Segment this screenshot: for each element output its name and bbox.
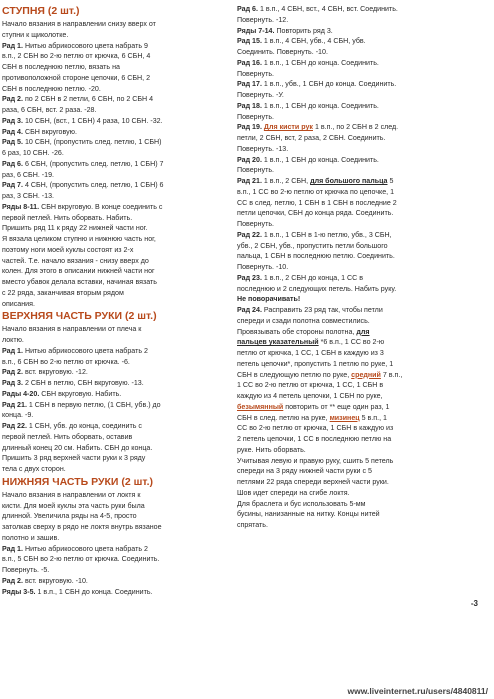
text-line: спрятать. — [237, 521, 268, 529]
text-line: 2 петель цепочки, 1 СС в последнюю петлю на — [237, 435, 392, 443]
text-line: Провязывать обе стороны полотна, для — [237, 327, 370, 336]
text-line: Повернуть. -10. — [237, 263, 289, 271]
text-line: Повернуть. — [237, 69, 275, 78]
hand-highlight: Для кисти рук — [263, 123, 313, 132]
text-line: каждую из 4 петель цепочки, 1 СБН по руке, — [237, 392, 383, 400]
text-line: Рад 5. 10 СБН, (пропустить след. петлю, 1 СБН) — [2, 138, 162, 147]
text-line: Ряды 7-14. Повторить ряд 3. — [237, 26, 333, 35]
text-line: длинный конец 20 см. Набить. СБН до конца. — [2, 443, 153, 452]
text-line: в.п., 6 СБН во 2-ю петлю от крючка. -6. — [2, 357, 130, 366]
text-line: Повернуть. -12. — [237, 15, 289, 24]
text-line: Соединить. Повернуть. -10. — [237, 48, 328, 56]
text-line: петлями 22 ряда спереди верхней части руки. — [237, 478, 389, 486]
text-line: Рад 1. Нитью абрикосового цвета набрать 2 — [2, 544, 148, 553]
text-line: Я вязала целиком ступню и нижнюю часть ног, — [2, 235, 156, 243]
text-line: Рад 4. СБН вкруговую. — [2, 127, 77, 136]
text-line: убв., 2 СБН, убв., пропустить петли большого — [237, 241, 388, 250]
text-line: первой петлей. Нить оборвать, оставив — [2, 432, 133, 441]
text-line: 6 раз, 10 СБН. -26. — [2, 149, 64, 157]
text-line: затолкав сверху в рядо не локтя внутрь вязаное — [2, 523, 162, 531]
text-line: конца. -9. — [2, 411, 34, 420]
heading-lower-arm: НИЖНЯЯ ЧАСТЬ РУКИ (2 шт.) — [2, 475, 154, 488]
text-line: Повернуть. — [237, 166, 275, 175]
text-line: Рад 24. Расправить 23 ряд так, чтобы петли — [237, 306, 383, 314]
middle-finger-highlight: средний — [351, 370, 381, 379]
text-line: раза, 6 СБН, вст. 2 раза. -28. — [2, 106, 97, 114]
text-line: Ряды 3-5. 1 в.п., 1 СБН до конца. Соединить. — [2, 587, 153, 596]
text-line: Повернуть. — [237, 220, 275, 228]
text-line: Рад 6. 1 в.п., 4 СБН, вст., 4 СБН, вст. Соединить. — [237, 5, 398, 13]
text-line: раз, 3 СБН. -13. — [2, 192, 54, 200]
text-line: Рад 1. Нитью абрикосового цвета набрать 2 — [2, 346, 148, 355]
text-line: Рад 6. 6 СБН, (пропустить след. петлю, 1 СБН) 7 — [2, 159, 164, 168]
text-line: колен. Для этого в описании нижней части ног — [2, 267, 155, 276]
text-line: Рад 16. 1 в.п., 1 СБН до конца. Соединить. — [237, 58, 379, 67]
text-line: петлю от крючка, 1 СС, 1 СБН в каждую из 3 — [237, 349, 384, 357]
text-line: длинной. Увеличила ряды на 4-5, просто — [2, 512, 137, 521]
text-line: СБН в последнюю петлю, вязать на — [2, 63, 120, 71]
text-line: Рад 2. вст. вкруговую. -10. — [2, 576, 88, 585]
text-line: первой петлей. Нить оборвать. Набить. — [2, 213, 133, 222]
text-line: Рад 19. Для кисти рук 1 в.п., по 2 СБН в 2 след. — [237, 123, 399, 132]
page-number: -3 — [470, 599, 478, 608]
text-line: Начало вязания в направлении снизу вверх от — [2, 20, 156, 28]
text-line: пальцев указательный *6 в.п., 1 СС во 2-ю — [237, 338, 385, 347]
text-line: Шов идет спереди на сгибе локтя. — [237, 488, 350, 497]
text-line: Рад 7. 4 СБН, (пропустить след. петлю, 1 СБН) 6 — [2, 181, 164, 190]
heading-foot: СТУПНЯ (2 шт.) — [2, 5, 80, 17]
text-line: петель цепочки*, пропустить 1 петлю по руке, 1 — [237, 359, 394, 368]
text-line: противоположной стороне цепочки, 6 СБН, 2 — [2, 73, 151, 82]
text-line: пальца, 1 СБН в последнюю петлю. Соединить. — [237, 252, 395, 261]
text-line: Ряды 8-11. СБН вкруговую. В конце соединить с — [2, 202, 163, 211]
ring-finger-highlight: безымянный — [237, 402, 284, 411]
text-line: Рад 18. 1 в.п., 1 СБН до конца. Соединить. — [237, 101, 379, 110]
text-line: руке. Нить оборвать. — [237, 445, 306, 454]
text-line: Рад 3. 10 СБН, (вст., 1 СБН) 4 раза, 10 СБН. -32. — [2, 116, 163, 125]
text-line: СС в след. петлю, 1 СБН в 1 СБН в последние 2 — [237, 198, 397, 207]
text-line: Повернуть. -5. — [2, 566, 50, 574]
text-line: Рад 1. Нитью абрикосового цвета набрать 9 — [2, 41, 148, 50]
text-line: Рад 21. 1 в.п., 2 СБН, для большого пальца 5 — [237, 177, 394, 185]
text-line: в.п., 2 СБН во 2-ю петлю от крючка, 6 СБН, 4 — [2, 52, 151, 61]
text-line: Рады 4-20. СБН вкруговую. Набить. — [2, 389, 122, 398]
text-line: Рад 2. вст. вкруговую. -12. — [2, 368, 88, 377]
text-line: в.п., 5 СБН во 2-ю петлю от крючка. Соединить. — [2, 555, 160, 564]
text-line: Не поворачивать! — [237, 295, 301, 304]
text-line: кисти. Для моей куклы эта часть руки была — [2, 501, 145, 510]
text-line: СБН в след. петлю на руке, мизинец 5 в.п., 1 — [237, 413, 387, 422]
text-line: Пришить ряд 11 к ряду 22 нижней части ног. — [2, 224, 148, 233]
text-line: Рад 15. 1 в.п., 4 СБН, убв., 4 СБН, убв. — [237, 37, 366, 46]
left-column — [2, 4, 230, 597]
text-line: Рад 22. 1 СБН, убв. до конца, соединить с — [2, 422, 142, 430]
text-line: тела с двух сторон. — [2, 465, 66, 473]
text-line: Рад 21. 1 СБН в первую петлю, (1 СБН, убв.) до — [2, 400, 161, 409]
finger-highlight: пальцев указательный — [237, 338, 319, 347]
text-line: вместо убавок делала вставки, начиная вязать — [2, 278, 157, 286]
text-line: с 22 ряда, заканчивая вторым рядом — [2, 288, 124, 297]
text-line: Для браслета и бус использовать 5-мм — [237, 499, 366, 508]
text-line: Повернуть. -У. — [237, 91, 284, 99]
thumb-highlight: для большого пальца — [310, 177, 388, 185]
text-line: Начало вязания в направлении от плеча к — [2, 325, 142, 334]
text-line: СБН в последнюю петлю. -20. — [2, 84, 101, 93]
text-line: Рад 2. по 2 СБН в 2 петли, 6 СБН, по 2 СБН 4 — [2, 95, 154, 104]
source-footer: www.liveinternet.ru/users/4840811/ — [347, 686, 488, 696]
text-line: 1 СС во 2-ю петлю от крючка, 1 СС, 1 СБН в — [237, 381, 384, 390]
text-line: Повернуть. — [237, 112, 275, 121]
text-line: Повернуть. -13. — [237, 144, 289, 153]
text-line: локтю. — [2, 336, 24, 344]
heading-upper-arm: ВЕРХНЯЯ ЧАСТЬ РУКИ (2 шт.) — [2, 310, 157, 323]
text-line: ступни к щиколотке. — [2, 30, 69, 39]
text-line: СБН в следующую петлю по руке, средний 7 в.п., — [237, 370, 403, 379]
text-line: описания. — [2, 299, 35, 308]
right-column — [237, 4, 489, 531]
text-line: в.п., 1 СС во 2-ю петлю от крючка по цепочке, 1 — [237, 187, 395, 196]
text-line: последнюю и 2 следующих петель. Набить руку. — [237, 284, 397, 293]
text-line: спереди и сзади полотна совместились. — [237, 316, 370, 325]
text-line: Рад 3. 2 СБН в петлю, СБН вкруговую. -13. — [2, 379, 144, 387]
text-line: Рад 23. 1 в.п., 2 СБН до конца, 1 СС в — [237, 273, 364, 282]
text-line: петли, 2 СБН, вст, 2 раза, 2 СБН. Соединить. — [237, 134, 386, 142]
text-line: Рад 17. 1 в.п., убв., 1 СБН до конца. Соединить. — [237, 80, 397, 89]
text-line: безымянный повторить от ** еще один раз, 1 — [237, 402, 390, 411]
text-line: Рад 22. 1 в.п., 1 СБН в 1-ю петлю, убв., 3 СБН, — [237, 230, 392, 239]
text-line: раз, 6 СБН. -19. — [2, 170, 54, 179]
text-line: СС во 2-ю петлю от крючка, 1 СБН в каждую из — [237, 424, 394, 433]
text-line: Учитывая левую и правую руку, сшить 5 петель — [237, 456, 394, 465]
text-line: поэтому ноги моей куклы состоят из 2-х — [2, 245, 134, 254]
text-line: петли цепочки, СБН до конца ряда. Соединить. — [237, 209, 394, 218]
text-line: Начало вязания в направлении от локтя к — [2, 490, 141, 499]
pinky-highlight: мизинец — [329, 413, 360, 422]
text-line: полотно и зашив. — [2, 533, 60, 542]
text-line: частей. Т.е. начало вязания - снизу вверх до — [2, 256, 149, 265]
text-line: бусины, нанизанные на нитку. Концы нитей — [237, 510, 380, 519]
text-line: спереди на 3 ряду нижней части руки с 5 — [237, 467, 372, 476]
text-line: Пришить 3 ряд верхней части руки к 3 ряду — [2, 454, 146, 463]
text-line: Рад 20. 1 в.п., 1 СБН до конца. Соединить. — [237, 155, 379, 164]
